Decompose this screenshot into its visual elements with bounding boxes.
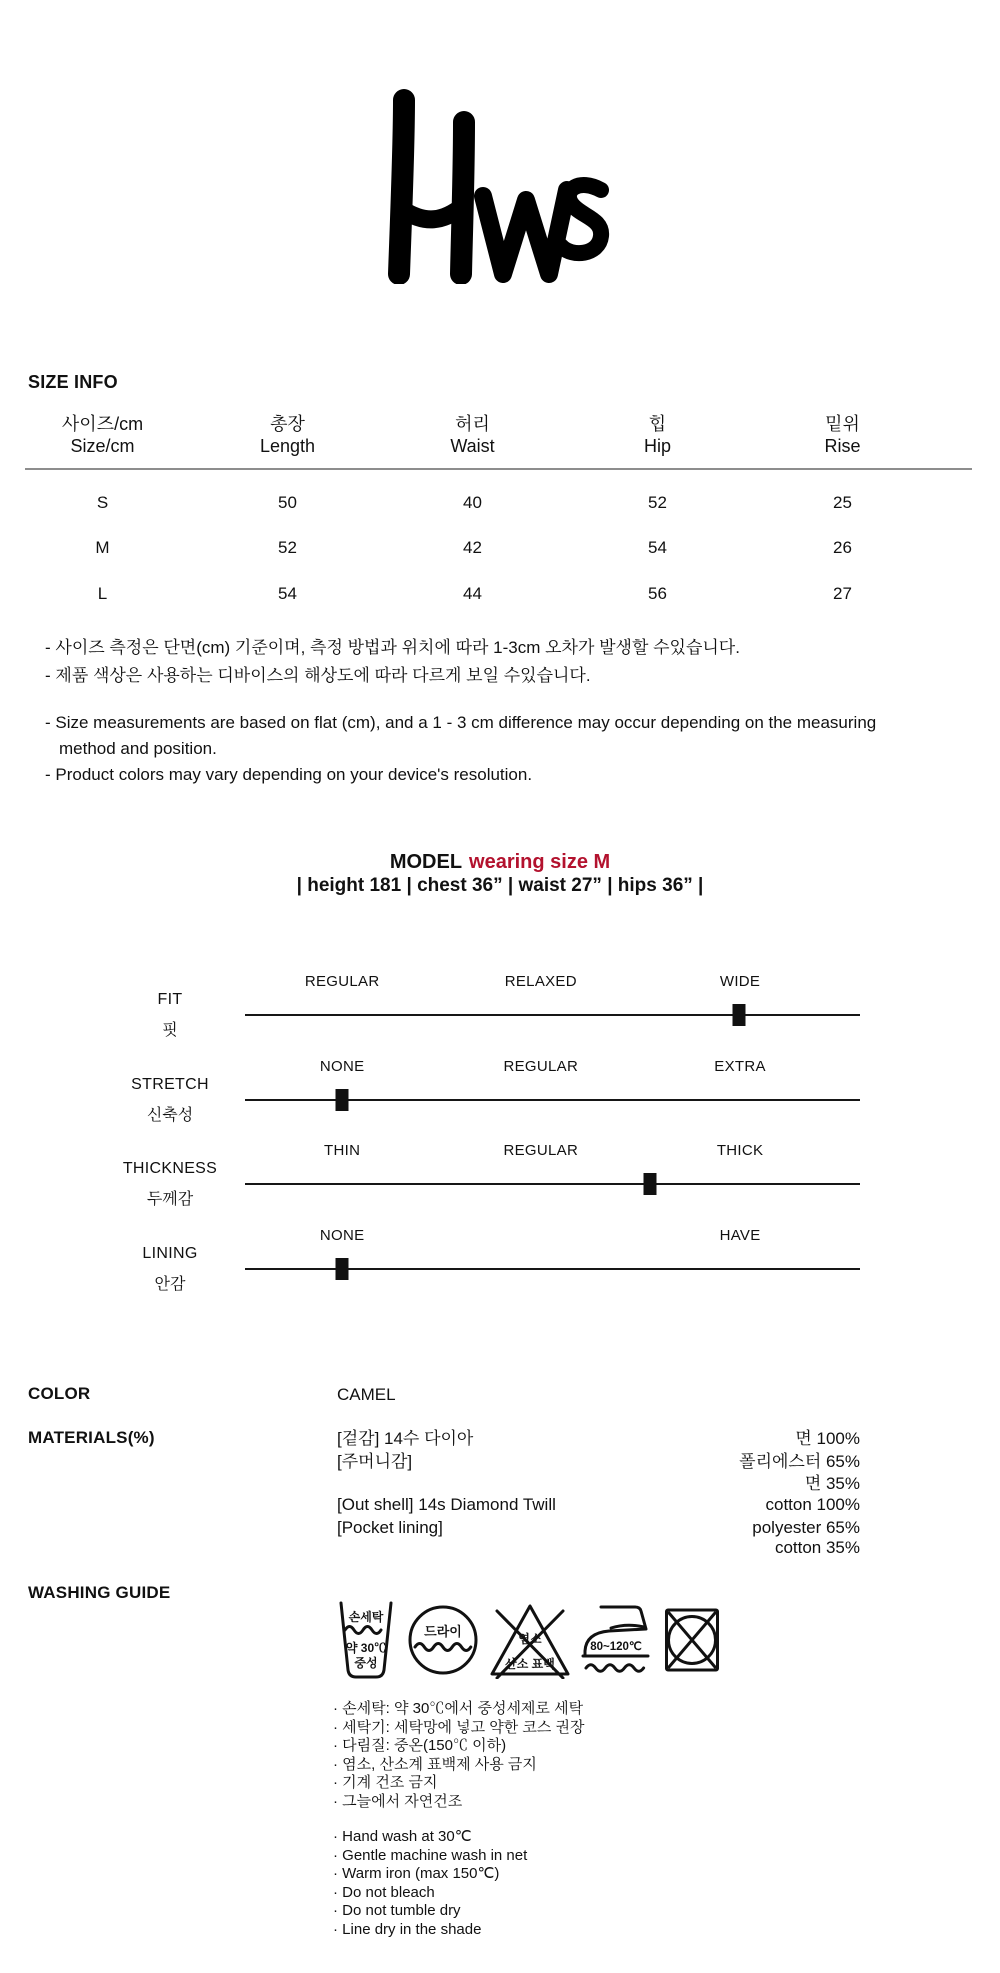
material-composition: 면 100% bbox=[795, 1429, 860, 1448]
stretch-option: REGULAR bbox=[503, 1058, 579, 1075]
material-part: [Out shell] 14s Diamond Twill bbox=[337, 1495, 556, 1514]
svg-text:드라이: 드라이 bbox=[424, 1624, 462, 1639]
washing-guide-english: · Hand wash at 30℃ · Gentle machine wash in net · Warm iron (max 150℃) · Do not bleach · Do not tumble dry · Line dry in the shade bbox=[333, 1828, 527, 1940]
col-waist: 허리 Waist bbox=[450, 414, 495, 456]
materials-label: MATERIALS(%) bbox=[28, 1428, 155, 1447]
thickness-header: THICKNESS 두께감 bbox=[122, 1160, 218, 1208]
thickness-marker bbox=[644, 1173, 657, 1195]
fit-header: FIT 핏 bbox=[157, 991, 183, 1039]
care-symbols bbox=[333, 1598, 721, 1682]
slider-row-thickness bbox=[0, 1142, 1000, 1226]
material-part: [겉감] 14수 다이아 bbox=[337, 1429, 474, 1448]
model-info bbox=[0, 850, 1000, 898]
thickness-option: THIN bbox=[324, 1142, 361, 1159]
svg-text:80~120℃: 80~120℃ bbox=[590, 1641, 642, 1653]
svg-text:손세탁: 손세탁 bbox=[348, 1610, 384, 1624]
color-value: CAMEL bbox=[337, 1385, 396, 1404]
do-not-bleach-icon bbox=[487, 1601, 573, 1679]
fit-option: RELAXED bbox=[504, 973, 577, 990]
washing-guide-korean: · 손세탁: 약 30℃에서 중성세제로 세탁 · 세탁기: 세탁망에 넣고 약한 코스 권장 · 다림질: 중온(150℃ 이하) · 염소, 산소계 표백제 사용 금지 · 기계 건조 금지 · 그늘에서 자연건조 bbox=[333, 1700, 585, 1812]
lining-option: HAVE bbox=[719, 1227, 761, 1244]
col-hip: 힙 Hip bbox=[643, 414, 671, 456]
thickness-option: THICK bbox=[716, 1142, 764, 1159]
svg-text:산소 표백: 산소 표백 bbox=[505, 1657, 555, 1671]
stretch-option: NONE bbox=[319, 1058, 365, 1075]
material-composition: polyester 65% bbox=[752, 1518, 860, 1537]
size-row-s: S 50 40 52 25 bbox=[96, 493, 852, 512]
size-notes-korean: - 사이즈 측정은 단면(cm) 기준이며, 측정 방법과 위치에 따라 1-3cm 오차가 발생할 수있습니다. - 제품 색상은 사용하는 디바이스의 해상도에 따라 다르게 보일 수있습니다. bbox=[45, 634, 805, 690]
svg-text:염소: 염소 bbox=[518, 1632, 542, 1646]
stretch-header: STRETCH 신축성 bbox=[131, 1076, 209, 1124]
table-divider bbox=[25, 468, 972, 470]
slider-row-stretch bbox=[0, 1058, 1000, 1142]
washing-guide-label: WASHING GUIDE bbox=[28, 1583, 171, 1602]
size-info-title: SIZE INFO bbox=[28, 372, 118, 392]
col-length: 총장 Length bbox=[259, 414, 316, 456]
material-part: [주머니감] bbox=[337, 1452, 413, 1471]
hand-wash-icon bbox=[333, 1600, 399, 1680]
fit-option: WIDE bbox=[719, 973, 761, 990]
model-label: MODEL bbox=[389, 851, 463, 873]
material-part: [Pocket lining] bbox=[337, 1518, 443, 1537]
col-size: 사이즈/cm Size/cm bbox=[61, 414, 144, 456]
thickness-option: REGULAR bbox=[503, 1142, 579, 1159]
size-table-header bbox=[10, 413, 935, 457]
size-row-m: M 52 42 54 26 bbox=[95, 538, 852, 557]
fit-marker bbox=[732, 1004, 745, 1026]
color-label: COLOR bbox=[28, 1384, 91, 1403]
material-composition: 폴리에스터 65% bbox=[739, 1452, 860, 1471]
slider-row-fit bbox=[0, 973, 1000, 1057]
material-composition: cotton 100% bbox=[765, 1495, 860, 1514]
fit-option: REGULAR bbox=[304, 973, 380, 990]
size-row-l: L 54 44 56 27 bbox=[97, 584, 852, 603]
thickness-track bbox=[245, 1183, 860, 1185]
lining-marker bbox=[336, 1258, 349, 1280]
hws-brand-logo bbox=[380, 88, 620, 284]
material-composition: cotton 35% bbox=[774, 1538, 860, 1557]
do-not-tumble-dry-icon bbox=[663, 1606, 721, 1674]
iron-icon bbox=[581, 1604, 655, 1676]
svg-text:중성: 중성 bbox=[354, 1656, 378, 1670]
stretch-option: EXTRA bbox=[714, 1058, 766, 1075]
lining-header: LINING 안감 bbox=[142, 1245, 198, 1293]
dry-clean-icon bbox=[407, 1604, 479, 1676]
fit-track bbox=[245, 1014, 860, 1016]
size-notes-english: - Size measurements are based on flat (cm), and a 1 - 3 cm difference may occur depending on the measuring method and position. - Product colors may vary depending on your device's resolution. bbox=[45, 710, 893, 788]
model-wearing-size: wearing size M bbox=[469, 851, 611, 873]
slider-row-lining bbox=[0, 1227, 1000, 1311]
stretch-marker bbox=[336, 1089, 349, 1111]
material-composition: 면 35% bbox=[804, 1474, 860, 1493]
model-measurements: | height 181 | chest 36” | waist 27” | hips 36” | bbox=[296, 875, 704, 896]
svg-text:약 30℃: 약 30℃ bbox=[345, 1641, 387, 1655]
col-rise: 밑위 Rise bbox=[824, 414, 861, 456]
lining-option: NONE bbox=[319, 1227, 365, 1244]
